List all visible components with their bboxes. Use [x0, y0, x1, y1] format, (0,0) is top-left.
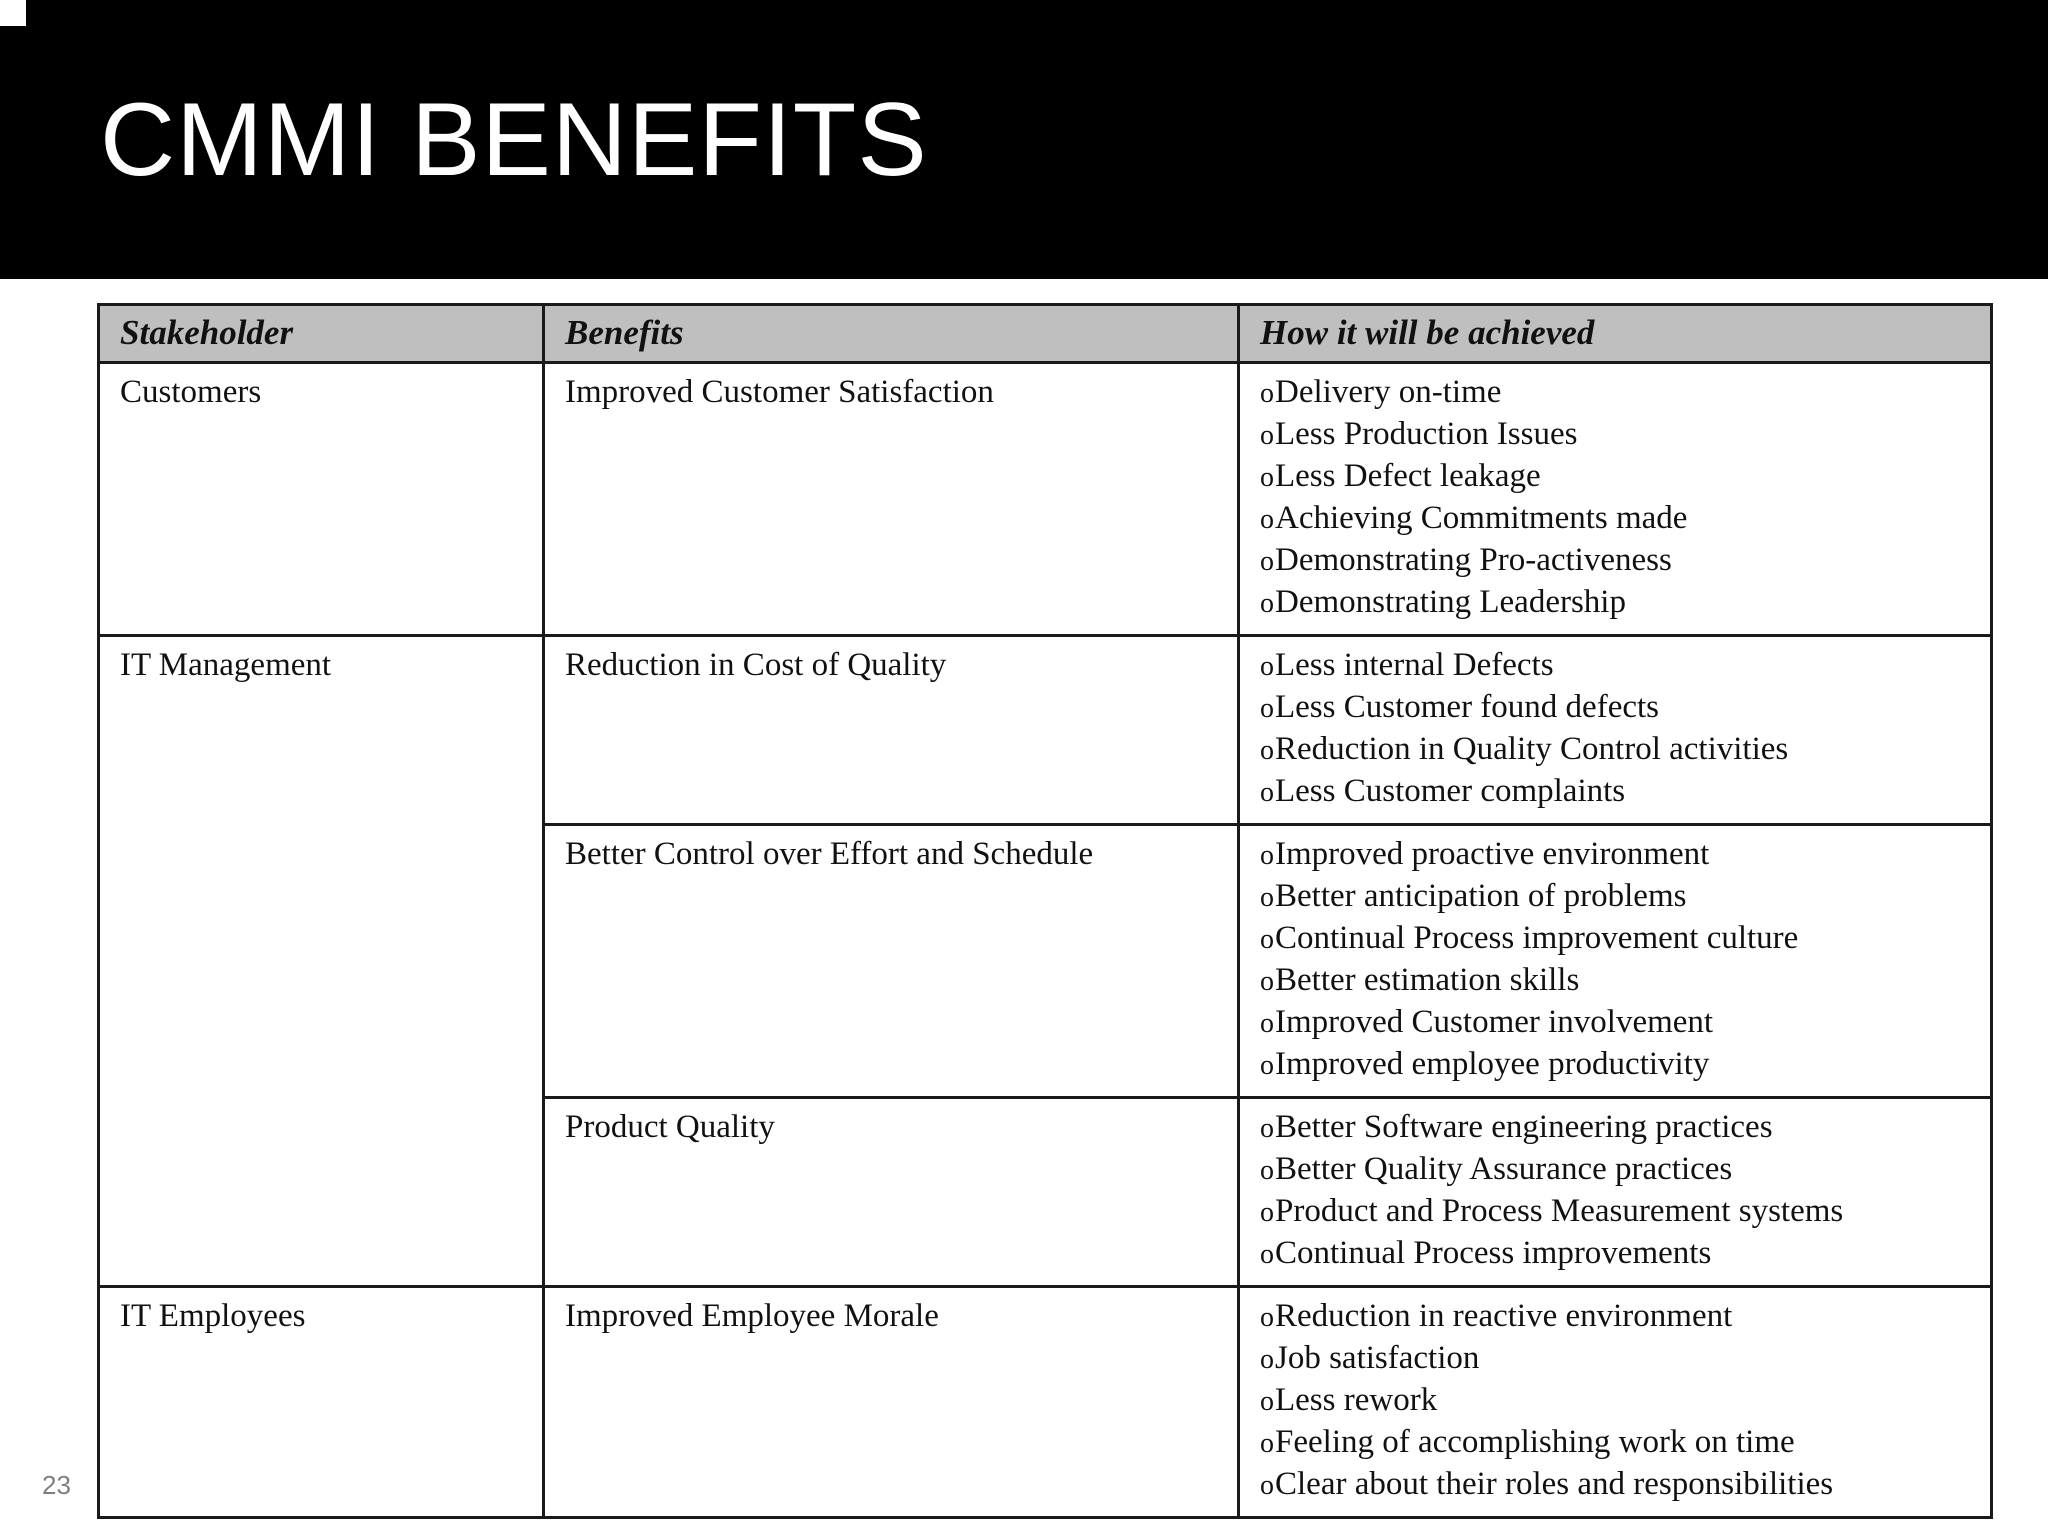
benefit-cell: Improved Employee Morale: [544, 1287, 1239, 1518]
list-item: oContinual Process improvement culture: [1260, 920, 1799, 956]
header-benefits: Benefits: [544, 305, 1239, 363]
list-item: oImproved Customer involvement: [1260, 1004, 1714, 1040]
bullet-icon: o: [1260, 924, 1274, 955]
bullet-icon: o: [1260, 693, 1274, 724]
corner-mark: [0, 0, 26, 26]
list-item: oImproved employee productivity: [1260, 1046, 1710, 1082]
list-item: oImproved proactive environment: [1260, 836, 1710, 872]
list-item: oBetter Software engineering practices: [1260, 1109, 1773, 1145]
list-item: oProduct and Process Measurement systems: [1260, 1193, 1844, 1229]
list-item: oDemonstrating Pro-activeness: [1260, 542, 1672, 578]
stakeholder-cell: Customers: [99, 363, 544, 636]
slide-title: CMMI BENEFITS: [100, 82, 928, 198]
bullet-icon: o: [1260, 588, 1274, 619]
bullet-icon: o: [1260, 1428, 1274, 1459]
list-item: oFeeling of accomplishing work on time: [1260, 1424, 1795, 1460]
bullet-icon: o: [1260, 777, 1274, 808]
bullet-icon: o: [1260, 1050, 1274, 1081]
how-cell: [1239, 636, 1992, 825]
list-item: oDelivery on-time: [1260, 374, 1502, 410]
list-item: oClear about their roles and responsibilities: [1260, 1466, 1834, 1502]
bullet-icon: o: [1260, 1197, 1274, 1228]
benefit-cell: Product Quality: [544, 1098, 1239, 1287]
table-row: [99, 363, 1992, 636]
bullet-icon: o: [1260, 1386, 1274, 1417]
bullet-icon: o: [1260, 420, 1274, 451]
header-how-achieved: How it will be achieved: [1239, 305, 1992, 363]
bullet-icon: o: [1260, 504, 1274, 535]
how-cell: [1239, 825, 1992, 1098]
how-list: [1260, 1296, 1970, 1506]
how-list: [1260, 645, 1970, 813]
list-item: oReduction in reactive environment: [1260, 1298, 1733, 1334]
list-item: oContinual Process improvements: [1260, 1235, 1712, 1271]
bullet-icon: o: [1260, 1344, 1274, 1375]
how-list: [1260, 834, 1970, 1086]
list-item: oLess internal Defects: [1260, 647, 1554, 683]
stakeholder-cell: IT Employees: [99, 1287, 544, 1518]
table-row: [99, 1287, 1992, 1518]
table-header-row: [99, 305, 1992, 363]
bullet-icon: o: [1260, 735, 1274, 766]
how-cell: [1239, 1098, 1992, 1287]
list-item: oAchieving Commitments made: [1260, 500, 1688, 536]
benefit-cell: Reduction in Cost of Quality: [544, 636, 1239, 825]
how-cell: [1239, 1287, 1992, 1518]
list-item: oLess Customer found defects: [1260, 689, 1659, 725]
bullet-icon: o: [1260, 1008, 1274, 1039]
bullet-icon: o: [1260, 1113, 1274, 1144]
bullet-icon: o: [1260, 840, 1274, 871]
benefits-table: [97, 303, 1993, 1519]
bullet-icon: o: [1260, 651, 1274, 682]
stakeholder-cell: IT Management: [99, 636, 544, 1287]
bullet-icon: o: [1260, 1155, 1274, 1186]
how-list: [1260, 372, 1970, 624]
list-item: oBetter Quality Assurance practices: [1260, 1151, 1733, 1187]
list-item: oLess Production Issues: [1260, 416, 1578, 452]
how-list: [1260, 1107, 1970, 1275]
benefit-cell: Improved Customer Satisfaction: [544, 363, 1239, 636]
benefit-cell: Better Control over Effort and Schedule: [544, 825, 1239, 1098]
table-row: [99, 636, 1992, 825]
list-item: oLess rework: [1260, 1382, 1438, 1418]
bullet-icon: o: [1260, 462, 1274, 493]
bullet-icon: o: [1260, 1302, 1274, 1333]
list-item: oLess Customer complaints: [1260, 773, 1626, 809]
list-item: oReduction in Quality Control activities: [1260, 731, 1789, 767]
bullet-icon: o: [1260, 378, 1274, 409]
bullet-icon: o: [1260, 1239, 1274, 1270]
title-bar: [0, 0, 2048, 279]
how-cell: [1239, 363, 1992, 636]
bullet-icon: o: [1260, 1470, 1274, 1501]
list-item: oJob satisfaction: [1260, 1340, 1480, 1376]
list-item: oBetter anticipation of problems: [1260, 878, 1687, 914]
bullet-icon: o: [1260, 966, 1274, 997]
list-item: oLess Defect leakage: [1260, 458, 1541, 494]
list-item: oBetter estimation skills: [1260, 962, 1580, 998]
bullet-icon: o: [1260, 546, 1274, 577]
bullet-icon: o: [1260, 882, 1274, 913]
header-stakeholder: Stakeholder: [99, 305, 544, 363]
list-item: oDemonstrating Leadership: [1260, 584, 1626, 620]
page-number: 23: [42, 1470, 71, 1500]
